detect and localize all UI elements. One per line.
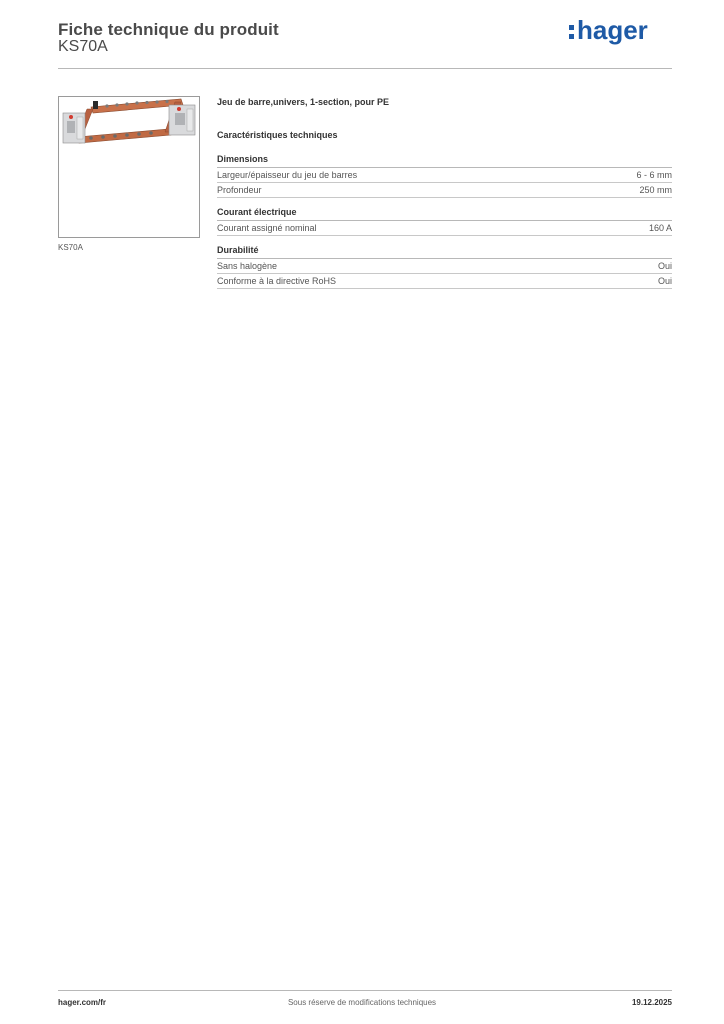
spec-group-title: Dimensions — [217, 153, 672, 168]
spec-value: Oui — [657, 261, 672, 271]
characteristics-heading: Caractéristiques techniques — [217, 130, 338, 140]
spec-label: Conforme à la directive RoHS — [217, 276, 337, 286]
spec-value: Oui — [657, 276, 672, 286]
spec-value: 160 A — [648, 223, 672, 233]
spec-group-current — [217, 206, 672, 236]
spec-value: 250 mm — [639, 185, 672, 195]
page-title: Fiche technique du produit — [58, 20, 279, 39]
spec-row — [217, 183, 672, 198]
spec-value: 6 - 6 mm — [636, 170, 672, 180]
spec-label: Largeur/épaisseur du jeu de barres — [217, 170, 358, 180]
spec-row — [217, 168, 672, 183]
product-image — [58, 96, 200, 238]
spec-label: Sans halogène — [217, 261, 278, 271]
spec-group-title: Durabilité — [217, 244, 672, 259]
logo-text: hager — [577, 15, 648, 45]
footer-date: 19.12.2025 — [631, 998, 672, 1007]
spec-row — [217, 221, 672, 236]
spec-group-dimensions — [217, 153, 672, 198]
header-divider — [58, 68, 672, 69]
spec-label: Courant assigné nominal — [217, 223, 317, 233]
footer-disclaimer: Sous réserve de modifications techniques — [287, 998, 437, 1007]
spec-group-durability — [217, 244, 672, 289]
image-caption: KS70A — [58, 243, 83, 252]
hager-logo — [568, 14, 668, 48]
product-details — [217, 96, 672, 289]
product-reference: KS70A — [58, 38, 108, 55]
spec-label: Profondeur — [217, 185, 262, 195]
spec-group-title: Courant électrique — [217, 206, 672, 221]
footer-website-link[interactable]: hager.com/fr — [58, 998, 107, 1007]
busbar-illustration — [59, 97, 199, 237]
spec-row — [217, 259, 672, 274]
footer-divider — [58, 990, 672, 991]
spec-row — [217, 274, 672, 289]
product-description: Jeu de barre,univers, 1-section, pour PE — [217, 97, 390, 107]
